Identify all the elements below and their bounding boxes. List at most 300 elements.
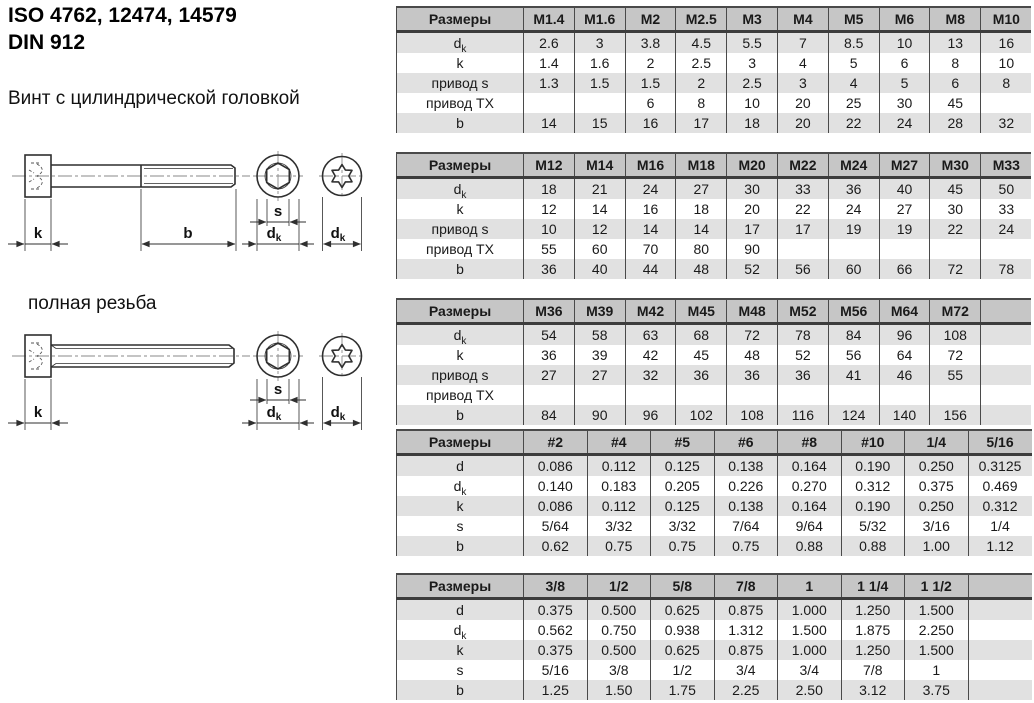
table-cell: 55 <box>930 365 981 385</box>
table-cell: 4 <box>828 73 879 93</box>
column-header: Размеры <box>397 299 524 324</box>
column-header: Размеры <box>397 7 524 32</box>
full-thread-label: полная резьба <box>28 293 157 314</box>
table-cell: 10 <box>879 32 930 54</box>
table-cell: 0.75 <box>587 536 651 556</box>
hex-socket-end-view <box>242 151 314 251</box>
table-row <box>397 365 1032 385</box>
table-cell: 14 <box>676 219 727 239</box>
table-cell: 15 <box>574 113 625 133</box>
table-cell: 10 <box>981 53 1032 73</box>
column-header: M24 <box>828 153 879 178</box>
table-cell: 108 <box>727 405 778 425</box>
table-cell: 18 <box>524 178 575 200</box>
table-cell <box>574 93 625 113</box>
table-cell: 3.8 <box>625 32 676 54</box>
table-cell <box>777 239 828 259</box>
table-cell: 0.205 <box>651 476 715 496</box>
table-cell <box>981 93 1032 113</box>
table-cell: 2 <box>625 53 676 73</box>
column-header: M16 <box>625 153 676 178</box>
column-header: M20 <box>727 153 778 178</box>
table-cell: 3/32 <box>587 516 651 536</box>
table-cell: 10 <box>524 219 575 239</box>
column-header: M27 <box>879 153 930 178</box>
table-cell <box>981 239 1032 259</box>
screw-drawing-full-thread <box>6 330 378 444</box>
column-header: 3/8 <box>524 574 588 599</box>
table-cell: 1.500 <box>778 620 842 640</box>
table-cell: 42 <box>625 345 676 365</box>
table-cell <box>981 385 1032 405</box>
table-cell: 39 <box>574 345 625 365</box>
table-cell: 48 <box>676 259 727 279</box>
table-cell: 68 <box>676 324 727 346</box>
table-cell: 54 <box>524 324 575 346</box>
table-cell: 56 <box>828 345 879 365</box>
table-cell <box>930 385 981 405</box>
table-row <box>397 640 1032 660</box>
table-cell: 2 <box>676 73 727 93</box>
table-cell: 5/32 <box>841 516 905 536</box>
table-cell: 156 <box>930 405 981 425</box>
column-header: M48 <box>727 299 778 324</box>
table-cell: 21 <box>574 178 625 200</box>
row-label: привод s <box>397 365 524 385</box>
table-row <box>397 219 1032 239</box>
table-cell: 1.4 <box>524 53 575 73</box>
row-label: $d_k$ <box>397 476 524 496</box>
table-cell: 102 <box>676 405 727 425</box>
table-cell: 0.112 <box>587 455 651 477</box>
table-cell: 1.312 <box>714 620 778 640</box>
table-cell: 33 <box>981 199 1032 219</box>
table-cell: 14 <box>574 199 625 219</box>
table-cell: 78 <box>981 259 1032 279</box>
table-cell: 0.190 <box>841 455 905 477</box>
table-cell: 1.50 <box>587 680 651 700</box>
table-row <box>397 259 1032 279</box>
table-cell: 22 <box>828 113 879 133</box>
table-cell: 1.875 <box>841 620 905 640</box>
table-cell <box>879 239 930 259</box>
column-header: M33 <box>981 153 1032 178</box>
table-cell: 2.250 <box>905 620 969 640</box>
table-cell: 46 <box>879 365 930 385</box>
table-cell: 72 <box>930 259 981 279</box>
dim-label-k: k <box>33 225 43 242</box>
table-header-row <box>397 153 1032 178</box>
row-label: b <box>397 259 524 279</box>
table-cell: 52 <box>777 345 828 365</box>
column-header: M12 <box>524 153 575 178</box>
table-header-row <box>397 7 1032 32</box>
table-cell: 0.625 <box>651 640 715 660</box>
table-cell: 36 <box>524 259 575 279</box>
column-header: #10 <box>841 430 905 455</box>
table-cell: 2.5 <box>676 53 727 73</box>
table-cell: 1.12 <box>968 536 1032 556</box>
table-cell: 3/16 <box>905 516 969 536</box>
table-cell: 6 <box>625 93 676 113</box>
table-row <box>397 405 1032 425</box>
dim-label-dk: $d_k$ <box>330 404 346 423</box>
row-label: b <box>397 536 524 556</box>
table-cell: 36 <box>676 365 727 385</box>
table-cell: 90 <box>574 405 625 425</box>
table-cell: 1.5 <box>574 73 625 93</box>
table-cell: 45 <box>930 93 981 113</box>
column-header: 5/16 <box>968 430 1032 455</box>
table-cell: 64 <box>879 345 930 365</box>
column-header: 1 1/2 <box>905 574 969 599</box>
table-cell: 4 <box>777 53 828 73</box>
table-cell: 8 <box>676 93 727 113</box>
table-cell: 1.000 <box>778 599 842 621</box>
table-row <box>397 455 1032 477</box>
screw-side-view <box>8 155 250 251</box>
table-cell: 0.75 <box>714 536 778 556</box>
table-row <box>397 620 1032 640</box>
column-header: M4 <box>777 7 828 32</box>
table-cell: 3 <box>777 73 828 93</box>
column-header: M72 <box>930 299 981 324</box>
table-cell: 32 <box>981 113 1032 133</box>
table-cell: 33 <box>777 178 828 200</box>
table-cell: 16 <box>625 199 676 219</box>
table-cell: 0.270 <box>778 476 842 496</box>
table-cell: 0.138 <box>714 496 778 516</box>
table-row <box>397 660 1032 680</box>
table-cell: 90 <box>727 239 778 259</box>
dimension-table-imperial-small <box>396 429 1032 556</box>
row-label: k <box>397 640 524 660</box>
column-header: 5/8 <box>651 574 715 599</box>
table-cell: 45 <box>676 345 727 365</box>
table-cell: 2.25 <box>714 680 778 700</box>
table-cell <box>828 239 879 259</box>
table-cell: 30 <box>930 199 981 219</box>
row-label: $d_k$ <box>397 32 524 54</box>
table-cell: 1.75 <box>651 680 715 700</box>
table-cell: 5/64 <box>524 516 588 536</box>
table-cell: 5.5 <box>727 32 778 54</box>
table-cell: 3/32 <box>651 516 715 536</box>
dimension-table-metric-large <box>396 298 1031 425</box>
table-cell: 36 <box>828 178 879 200</box>
table-cell: 0.226 <box>714 476 778 496</box>
table-row <box>397 199 1032 219</box>
table-cell: 1.00 <box>905 536 969 556</box>
table-cell <box>777 385 828 405</box>
table-cell: 0.086 <box>524 455 588 477</box>
column-header: M18 <box>676 153 727 178</box>
table-cell: 24 <box>828 199 879 219</box>
table-cell: 2.5 <box>727 73 778 93</box>
table-cell: 13 <box>930 32 981 54</box>
table-cell: 17 <box>676 113 727 133</box>
table-cell: 36 <box>524 345 575 365</box>
table-cell: 6 <box>930 73 981 93</box>
column-header: #5 <box>651 430 715 455</box>
row-label: k <box>397 496 524 516</box>
table-cell: 0.183 <box>587 476 651 496</box>
column-header: 1/2 <box>587 574 651 599</box>
table-cell: 3/8 <box>587 660 651 680</box>
table-header-row <box>397 299 1032 324</box>
table-cell: 0.125 <box>651 455 715 477</box>
column-header <box>981 299 1032 324</box>
table-cell: 4.5 <box>676 32 727 54</box>
screw-side-view-full-thread <box>8 335 250 430</box>
row-label: $d_k$ <box>397 324 524 346</box>
table-cell <box>524 93 575 113</box>
table-cell: 0.62 <box>524 536 588 556</box>
dimension-table-imperial-large <box>396 573 1032 700</box>
table-cell: 12 <box>524 199 575 219</box>
table-cell: 0.312 <box>968 496 1032 516</box>
table-cell: 8.5 <box>828 32 879 54</box>
row-label: привод TX <box>397 385 524 405</box>
table-cell <box>981 345 1032 365</box>
column-header: #6 <box>714 430 778 455</box>
table-cell: 18 <box>676 199 727 219</box>
row-label: s <box>397 660 524 680</box>
table-cell: 14 <box>625 219 676 239</box>
table-cell: 5 <box>828 53 879 73</box>
table-cell: 27 <box>574 365 625 385</box>
table-cell <box>625 385 676 405</box>
table-cell: 0.375 <box>905 476 969 496</box>
column-header: M14 <box>574 153 625 178</box>
table-cell: 3.75 <box>905 680 969 700</box>
table-cell: 1.3 <box>524 73 575 93</box>
table-cell: 44 <box>625 259 676 279</box>
table-row <box>397 476 1032 496</box>
column-header: M42 <box>625 299 676 324</box>
table-cell: 66 <box>879 259 930 279</box>
table-cell <box>676 385 727 405</box>
table-cell: 2.50 <box>778 680 842 700</box>
table-cell: 28 <box>930 113 981 133</box>
table-cell: 0.875 <box>714 599 778 621</box>
column-header: M10 <box>981 7 1032 32</box>
table-cell: 70 <box>625 239 676 259</box>
table-cell: 0.500 <box>587 599 651 621</box>
table-cell: 0.375 <box>524 599 588 621</box>
table-cell <box>968 599 1032 621</box>
din-number: DIN 912 <box>8 31 86 54</box>
table-cell <box>727 385 778 405</box>
dim-label-dk: $d_k$ <box>266 225 282 244</box>
table-row <box>397 324 1032 346</box>
column-header: M3 <box>727 7 778 32</box>
column-header: 1 1/4 <box>841 574 905 599</box>
table-cell: 30 <box>727 178 778 200</box>
table-cell: 84 <box>524 405 575 425</box>
column-header: M6 <box>879 7 930 32</box>
table-cell: 22 <box>777 199 828 219</box>
table-cell: 0.469 <box>968 476 1032 496</box>
table-cell: 84 <box>828 324 879 346</box>
column-header: #2 <box>524 430 588 455</box>
table-cell: 36 <box>777 365 828 385</box>
dimension-table-metric-small <box>396 6 1031 133</box>
standard-numbers: ISO 4762, 12474, 14579 <box>8 4 237 27</box>
table-cell: 1.250 <box>841 640 905 660</box>
torx-socket-end-view <box>319 333 365 430</box>
table-cell: 0.562 <box>524 620 588 640</box>
table-cell <box>574 385 625 405</box>
table-cell <box>968 620 1032 640</box>
table-cell: 41 <box>828 365 879 385</box>
row-label: s <box>397 516 524 536</box>
column-header: M5 <box>828 7 879 32</box>
table-cell: 25 <box>828 93 879 113</box>
table-row <box>397 516 1032 536</box>
table-cell: 1.500 <box>905 640 969 660</box>
table-cell <box>968 640 1032 660</box>
table-cell: 1.25 <box>524 680 588 700</box>
table-cell: 19 <box>879 219 930 239</box>
table-cell: 50 <box>981 178 1032 200</box>
table-row <box>397 93 1032 113</box>
screw-drawing-partial-thread <box>6 147 378 269</box>
table-row <box>397 680 1032 700</box>
table-cell: 140 <box>879 405 930 425</box>
table-cell: 20 <box>777 113 828 133</box>
table-cell: 0.500 <box>587 640 651 660</box>
row-label: привод TX <box>397 239 524 259</box>
table-cell: 36 <box>727 365 778 385</box>
table-cell: 0.138 <box>714 455 778 477</box>
table-cell <box>879 385 930 405</box>
row-label: b <box>397 680 524 700</box>
column-header: M39 <box>574 299 625 324</box>
table-cell: 8 <box>930 53 981 73</box>
column-header: M45 <box>676 299 727 324</box>
table-cell: 9/64 <box>778 516 842 536</box>
table-cell: 1/4 <box>968 516 1032 536</box>
column-header: Размеры <box>397 153 524 178</box>
table-cell: 0.164 <box>778 496 842 516</box>
table-cell: 1/2 <box>651 660 715 680</box>
column-header: M2.5 <box>676 7 727 32</box>
table-cell: 124 <box>828 405 879 425</box>
torx-socket-end-view <box>319 153 365 251</box>
table-cell: 1.6 <box>574 53 625 73</box>
table-cell: 18 <box>727 113 778 133</box>
table-cell: 22 <box>930 219 981 239</box>
row-label: k <box>397 199 524 219</box>
table-cell: 2.6 <box>524 32 575 54</box>
table-cell: 0.164 <box>778 455 842 477</box>
table-row <box>397 239 1032 259</box>
dim-label-k: k <box>33 404 43 421</box>
table-cell: 96 <box>879 324 930 346</box>
table-header-row <box>397 574 1032 599</box>
table-cell: 24 <box>981 219 1032 239</box>
table-cell <box>968 680 1032 700</box>
table-cell: 48 <box>727 345 778 365</box>
table-row <box>397 53 1032 73</box>
table-cell: 12 <box>574 219 625 239</box>
table-cell: 0.086 <box>524 496 588 516</box>
table-cell: 60 <box>828 259 879 279</box>
table-cell: 5 <box>879 73 930 93</box>
table-cell: 16 <box>981 32 1032 54</box>
table-cell: 0.3125 <box>968 455 1032 477</box>
table-cell <box>981 405 1032 425</box>
column-header: M36 <box>524 299 575 324</box>
table-cell: 0.750 <box>587 620 651 640</box>
row-label: привод TX <box>397 93 524 113</box>
table-header-row <box>397 430 1032 455</box>
table-cell: 0.625 <box>651 599 715 621</box>
table-cell: 1 <box>905 660 969 680</box>
table-cell: 60 <box>574 239 625 259</box>
table-cell: 7/64 <box>714 516 778 536</box>
dimension-table-metric-medium <box>396 152 1031 279</box>
table-cell: 14 <box>524 113 575 133</box>
table-cell: 17 <box>777 219 828 239</box>
row-label: привод s <box>397 73 524 93</box>
table-cell: 52 <box>727 259 778 279</box>
column-header: M2 <box>625 7 676 32</box>
dim-label-dk: $d_k$ <box>266 404 282 423</box>
column-header: M64 <box>879 299 930 324</box>
table-cell: 108 <box>930 324 981 346</box>
column-header <box>968 574 1032 599</box>
table-cell <box>981 324 1032 346</box>
table-cell: 0.88 <box>778 536 842 556</box>
column-header: 1 <box>778 574 842 599</box>
table-cell: 24 <box>625 178 676 200</box>
table-cell: 58 <box>574 324 625 346</box>
table-cell: 7/8 <box>841 660 905 680</box>
column-header: M56 <box>828 299 879 324</box>
table-cell: 78 <box>777 324 828 346</box>
row-label: k <box>397 345 524 365</box>
table-cell: 0.125 <box>651 496 715 516</box>
table-cell <box>981 365 1032 385</box>
row-label: привод s <box>397 219 524 239</box>
table-cell: 63 <box>625 324 676 346</box>
table-row <box>397 32 1032 54</box>
dim-label-s: s <box>273 203 283 220</box>
row-label: $d_k$ <box>397 178 524 200</box>
row-label: d <box>397 599 524 621</box>
table-cell: 3 <box>727 53 778 73</box>
table-cell: 30 <box>879 93 930 113</box>
column-header: M1.4 <box>524 7 575 32</box>
table-cell: 3/4 <box>778 660 842 680</box>
table-cell: 24 <box>879 113 930 133</box>
table-cell: 0.875 <box>714 640 778 660</box>
table-cell: 0.250 <box>905 455 969 477</box>
table-row <box>397 599 1032 621</box>
column-header: M8 <box>930 7 981 32</box>
table-cell: 45 <box>930 178 981 200</box>
table-row <box>397 496 1032 516</box>
table-cell: 1.000 <box>778 640 842 660</box>
table-cell: 72 <box>727 324 778 346</box>
table-cell: 116 <box>777 405 828 425</box>
row-label: k <box>397 53 524 73</box>
table-cell: 6 <box>879 53 930 73</box>
table-cell: 80 <box>676 239 727 259</box>
table-cell: 1.250 <box>841 599 905 621</box>
